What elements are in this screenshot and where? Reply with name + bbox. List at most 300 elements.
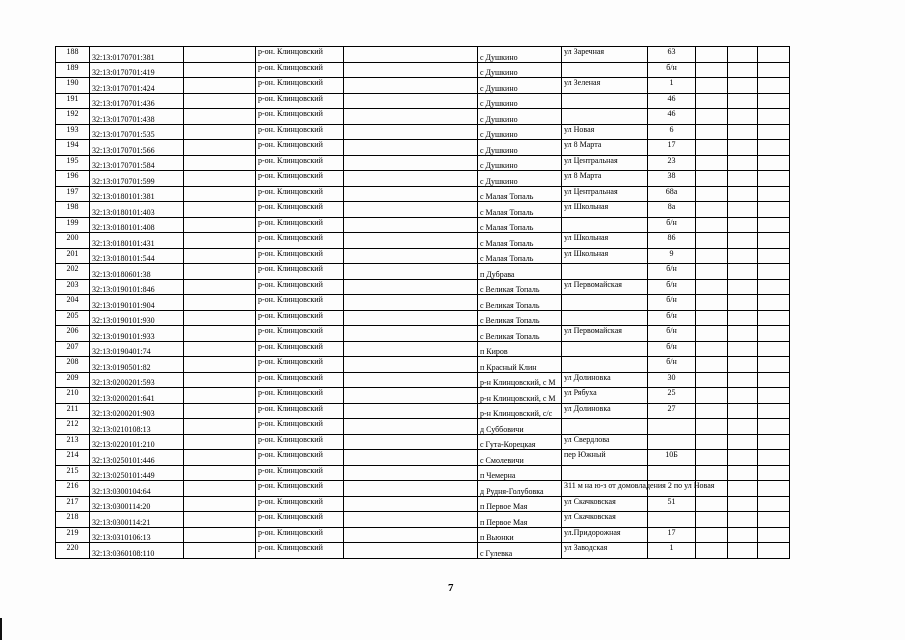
empty-cell: [728, 341, 758, 357]
row-number-cell: 217: [56, 496, 90, 512]
empty-cell: [344, 496, 478, 512]
locality-cell: с Малая Топаль: [478, 233, 562, 249]
locality-cell: с Смолевичи: [478, 450, 562, 466]
table-row: [56, 47, 790, 63]
empty-cell: [184, 326, 256, 342]
locality-cell: с Душкино: [478, 155, 562, 171]
empty-cell: [728, 140, 758, 156]
empty-cell: [758, 388, 790, 404]
empty-cell: [728, 62, 758, 78]
district-cell: р-он. Клинцовский: [256, 496, 344, 512]
locality-cell: р-н Клинцовский, с/с: [478, 403, 562, 419]
row-number-cell: 214: [56, 450, 90, 466]
empty-cell: [758, 434, 790, 450]
empty-cell: [758, 450, 790, 466]
empty-cell: [696, 450, 728, 466]
row-number-cell: 202: [56, 264, 90, 280]
locality-cell: с Душкино: [478, 109, 562, 125]
locality-cell: п Киров: [478, 341, 562, 357]
street-cell: пер Южный: [562, 450, 648, 466]
empty-cell: [758, 124, 790, 140]
district-cell: р-он. Клинцовский: [256, 512, 344, 528]
empty-cell: [184, 264, 256, 280]
district-cell: р-он. Клинцовский: [256, 62, 344, 78]
empty-cell: [696, 512, 728, 528]
street-cell: [562, 295, 648, 311]
row-number-cell: 197: [56, 186, 90, 202]
locality-cell: с Малая Топаль: [478, 217, 562, 233]
empty-cell: [758, 512, 790, 528]
empty-cell: [758, 341, 790, 357]
locality-cell: с Малая Топаль: [478, 202, 562, 218]
street-cell: ул Новая: [562, 124, 648, 140]
empty-cell: [344, 202, 478, 218]
empty-cell: [728, 78, 758, 94]
street-cell: [562, 357, 648, 373]
empty-cell: [758, 78, 790, 94]
empty-cell: [696, 388, 728, 404]
cadastral-number-cell: 32:13:0170701:535: [90, 124, 184, 140]
empty-cell: [728, 264, 758, 280]
empty-cell: [728, 171, 758, 187]
empty-cell: [344, 47, 478, 63]
empty-cell: [184, 109, 256, 125]
empty-cell: [696, 93, 728, 109]
empty-cell: [184, 465, 256, 481]
empty-cell: [184, 233, 256, 249]
district-cell: р-он. Клинцовский: [256, 310, 344, 326]
empty-cell: [728, 93, 758, 109]
empty-cell: [728, 403, 758, 419]
empty-cell: [344, 295, 478, 311]
empty-cell: [184, 140, 256, 156]
house-number-cell: 1: [648, 543, 696, 559]
cadastral-number-cell: 32:13:0190401:74: [90, 341, 184, 357]
empty-cell: [728, 357, 758, 373]
table-row: [56, 186, 790, 202]
empty-cell: [344, 171, 478, 187]
row-number-cell: 198: [56, 202, 90, 218]
empty-cell: [696, 496, 728, 512]
cadastral-number-cell: 32:13:0180101:381: [90, 186, 184, 202]
cadastral-number-cell: 32:13:0180101:403: [90, 202, 184, 218]
empty-cell: [184, 93, 256, 109]
locality-cell: с Великая Топаль: [478, 310, 562, 326]
street-cell: ул Заречная: [562, 47, 648, 63]
district-cell: р-он. Клинцовский: [256, 155, 344, 171]
empty-cell: [696, 527, 728, 543]
table-row: [56, 543, 790, 559]
empty-cell: [696, 341, 728, 357]
locality-cell: с Душкино: [478, 124, 562, 140]
street-cell: [562, 465, 648, 481]
district-cell: р-он. Клинцовский: [256, 434, 344, 450]
locality-cell: с Гулевка: [478, 543, 562, 559]
empty-cell: [184, 78, 256, 94]
street-cell: ул Первомайская: [562, 326, 648, 342]
table-row: [56, 481, 790, 497]
table-row: [56, 450, 790, 466]
locality-cell: с Великая Топаль: [478, 326, 562, 342]
empty-cell: [344, 124, 478, 140]
cadastral-number-cell: 32:13:0300114:20: [90, 496, 184, 512]
locality-cell: с Душкино: [478, 62, 562, 78]
empty-cell: [344, 481, 478, 497]
empty-cell: [344, 248, 478, 264]
row-number-cell: 196: [56, 171, 90, 187]
address-landmark-text: 311 м на ю-з от домовладения 2 по ул Новая: [564, 481, 715, 490]
table-row: [56, 357, 790, 373]
street-cell: ул Долиновка: [562, 372, 648, 388]
table-row: [56, 279, 790, 295]
empty-cell: [728, 527, 758, 543]
district-cell: р-он. Клинцовский: [256, 264, 344, 280]
empty-cell: [184, 186, 256, 202]
cadastral-number-cell: 32:13:0220101:210: [90, 434, 184, 450]
empty-cell: [758, 465, 790, 481]
cadastral-number-cell: 32:13:0170701:381: [90, 47, 184, 63]
row-number-cell: 209: [56, 372, 90, 388]
house-number-cell: 38: [648, 171, 696, 187]
row-number-cell: 207: [56, 341, 90, 357]
street-cell: ул.Придорожная: [562, 527, 648, 543]
cadastral-number-cell: 32:13:0360108:110: [90, 543, 184, 559]
cadastral-number-cell: 32:13:0250101:449: [90, 465, 184, 481]
locality-cell: с Душкино: [478, 47, 562, 63]
empty-cell: [344, 527, 478, 543]
empty-cell: [344, 62, 478, 78]
empty-cell: [758, 326, 790, 342]
empty-cell: [758, 264, 790, 280]
street-cell: ул Свердлова: [562, 434, 648, 450]
empty-cell: [758, 403, 790, 419]
empty-cell: [344, 155, 478, 171]
empty-cell: [184, 543, 256, 559]
locality-cell: с Великая Топаль: [478, 279, 562, 295]
table-row: [56, 62, 790, 78]
empty-cell: [184, 496, 256, 512]
empty-cell: [184, 372, 256, 388]
street-cell: ул Школьная: [562, 233, 648, 249]
table-row: [56, 388, 790, 404]
empty-cell: [728, 124, 758, 140]
district-cell: р-он. Клинцовский: [256, 140, 344, 156]
empty-cell: [758, 202, 790, 218]
locality-text: д Рудня-Голубовка: [480, 486, 544, 496]
table-row: [56, 326, 790, 342]
empty-cell: [344, 419, 478, 435]
locality-cell: с Великая Топаль: [478, 295, 562, 311]
empty-cell: [696, 372, 728, 388]
district-cell: р-он. Клинцовский: [256, 78, 344, 94]
empty-cell: [184, 295, 256, 311]
cadastral-number-cell: 32:13:0170701:566: [90, 140, 184, 156]
empty-cell: [758, 481, 790, 497]
house-number-cell: б/н: [648, 62, 696, 78]
street-cell: ул 8 Марта: [562, 171, 648, 187]
empty-cell: [728, 326, 758, 342]
row-number-cell: 220: [56, 543, 90, 559]
row-number-cell: 210: [56, 388, 90, 404]
empty-cell: [696, 47, 728, 63]
district-cell: р-он. Клинцовский: [256, 481, 344, 497]
empty-cell: [696, 264, 728, 280]
empty-cell: [696, 140, 728, 156]
table-row: [56, 341, 790, 357]
empty-cell: [728, 512, 758, 528]
district-cell: р-он. Клинцовский: [256, 527, 344, 543]
empty-cell: [344, 341, 478, 357]
empty-cell: [696, 109, 728, 125]
street-cell: ул 8 Марта: [562, 140, 648, 156]
cadastral-number-cell: 32:13:0190101:846: [90, 279, 184, 295]
street-cell: [562, 310, 648, 326]
empty-cell: [184, 217, 256, 233]
table-row: [56, 496, 790, 512]
scan-edge-mark: [0, 618, 2, 640]
table-row: [56, 419, 790, 435]
empty-cell: [758, 186, 790, 202]
empty-cell: [728, 155, 758, 171]
district-cell: р-он. Клинцовский: [256, 233, 344, 249]
row-number-cell: 211: [56, 403, 90, 419]
house-number-cell: б/н: [648, 326, 696, 342]
street-cell: [562, 481, 715, 497]
row-number-cell: 218: [56, 512, 90, 528]
empty-cell: [758, 109, 790, 125]
table-row: [56, 403, 790, 419]
empty-cell: [696, 326, 728, 342]
house-number-cell: [648, 419, 696, 435]
district-cell: р-он. Клинцовский: [256, 279, 344, 295]
house-number-cell: 86: [648, 233, 696, 249]
district-cell: р-он. Клинцовский: [256, 372, 344, 388]
row-number-cell: 194: [56, 140, 90, 156]
house-number-cell: 8а: [648, 202, 696, 218]
page-number: 7: [448, 582, 454, 594]
cadastral-number-cell: 32:13:0190501:82: [90, 357, 184, 373]
empty-cell: [728, 372, 758, 388]
locality-cell: с Малая Топаль: [478, 186, 562, 202]
locality-cell: [478, 481, 562, 497]
table-row: [56, 527, 790, 543]
empty-cell: [728, 202, 758, 218]
empty-cell: [758, 47, 790, 63]
empty-cell: [696, 543, 728, 559]
empty-cell: [728, 310, 758, 326]
empty-cell: [728, 434, 758, 450]
table-row: [56, 171, 790, 187]
locality-cell: п Чемерна: [478, 465, 562, 481]
street-cell: ул Школьная: [562, 202, 648, 218]
cadastral-number-cell: 32:13:0310106:13: [90, 527, 184, 543]
cadastral-number-cell: 32:13:0200201:641: [90, 388, 184, 404]
locality-cell: с Душкино: [478, 93, 562, 109]
empty-cell: [184, 62, 256, 78]
table-row: [56, 372, 790, 388]
table-row: [56, 202, 790, 218]
empty-cell: [758, 496, 790, 512]
district-cell: р-он. Клинцовский: [256, 248, 344, 264]
house-number-cell: б/н: [648, 341, 696, 357]
row-number-cell: 200: [56, 233, 90, 249]
empty-cell: [728, 47, 758, 63]
empty-cell: [728, 279, 758, 295]
row-number-cell: 189: [56, 62, 90, 78]
row-number-cell: 208: [56, 357, 90, 373]
empty-cell: [696, 403, 728, 419]
street-cell: [562, 93, 648, 109]
empty-cell: [184, 403, 256, 419]
empty-cell: [728, 295, 758, 311]
table-row: [56, 109, 790, 125]
empty-cell: [728, 248, 758, 264]
cadastral-number-cell: 32:13:0200201:903: [90, 403, 184, 419]
house-number-cell: б/н: [648, 264, 696, 280]
empty-cell: [184, 47, 256, 63]
empty-cell: [728, 109, 758, 125]
street-cell: [562, 217, 648, 233]
empty-cell: [184, 279, 256, 295]
district-cell: р-он. Клинцовский: [256, 357, 344, 373]
locality-cell: с Душкино: [478, 171, 562, 187]
empty-cell: [184, 527, 256, 543]
street-cell: ул Зеленая: [562, 78, 648, 94]
row-number-cell: 212: [56, 419, 90, 435]
cadastral-number-cell: 32:13:0190101:904: [90, 295, 184, 311]
empty-cell: [696, 465, 728, 481]
empty-cell: [758, 295, 790, 311]
empty-cell: [758, 155, 790, 171]
registry-rows: [56, 47, 790, 559]
empty-cell: [758, 357, 790, 373]
empty-cell: [696, 78, 728, 94]
row-number-cell: 203: [56, 279, 90, 295]
cadastral-number-cell: 32:13:0210108:13: [90, 419, 184, 435]
house-number-cell: б/н: [648, 295, 696, 311]
street-cell: [562, 62, 648, 78]
empty-cell: [728, 388, 758, 404]
empty-cell: [344, 450, 478, 466]
table-row: [56, 155, 790, 171]
empty-cell: [344, 512, 478, 528]
empty-cell: [728, 186, 758, 202]
district-cell: р-он. Клинцовский: [256, 450, 344, 466]
empty-cell: [728, 496, 758, 512]
empty-cell: [758, 310, 790, 326]
table-row: [56, 93, 790, 109]
street-cell: ул Центральная: [562, 155, 648, 171]
house-number-cell: 10Б: [648, 450, 696, 466]
row-number-cell: 193: [56, 124, 90, 140]
empty-cell: [344, 233, 478, 249]
house-number-cell: [648, 434, 696, 450]
cadastral-number-cell: 32:13:0190101:930: [90, 310, 184, 326]
empty-cell: [696, 155, 728, 171]
empty-cell: [696, 62, 728, 78]
empty-cell: [344, 93, 478, 109]
table-row: [56, 512, 790, 528]
table-row: [56, 434, 790, 450]
empty-cell: [696, 248, 728, 264]
empty-cell: [344, 543, 478, 559]
district-cell: р-он. Клинцовский: [256, 186, 344, 202]
house-number-cell: [648, 465, 696, 481]
empty-cell: [184, 512, 256, 528]
street-cell: ул Центральная: [562, 186, 648, 202]
empty-cell: [696, 434, 728, 450]
empty-cell: [344, 357, 478, 373]
house-number-cell: б/н: [648, 279, 696, 295]
row-number-cell: 195: [56, 155, 90, 171]
street-cell: [562, 419, 648, 435]
cadastral-number-cell: 32:13:0300114:21: [90, 512, 184, 528]
street-cell: ул Скачковская: [562, 496, 648, 512]
table-row: [56, 78, 790, 94]
locality-cell: п Дубрава: [478, 264, 562, 280]
empty-cell: [184, 310, 256, 326]
district-cell: р-он. Клинцовский: [256, 124, 344, 140]
house-number-cell: б/н: [648, 217, 696, 233]
empty-cell: [184, 357, 256, 373]
locality-cell: п Красный Клин: [478, 357, 562, 373]
table-row: [56, 310, 790, 326]
cadastral-number-cell: 32:13:0250101:446: [90, 450, 184, 466]
street-cell: [562, 341, 648, 357]
house-number-cell: 9: [648, 248, 696, 264]
street-cell: ул Долиновка: [562, 403, 648, 419]
house-number-cell: 27: [648, 403, 696, 419]
street-cell: [562, 109, 648, 125]
row-number-cell: 204: [56, 295, 90, 311]
district-cell: р-он. Клинцовский: [256, 543, 344, 559]
empty-cell: [344, 217, 478, 233]
empty-cell: [696, 310, 728, 326]
house-number-cell: [648, 481, 696, 497]
house-number-cell: 25: [648, 388, 696, 404]
cadastral-number-cell: 32:13:0170701:599: [90, 171, 184, 187]
row-number-cell: 205: [56, 310, 90, 326]
empty-cell: [184, 202, 256, 218]
cadastral-number-cell: 32:13:0170701:419: [90, 62, 184, 78]
empty-cell: [184, 434, 256, 450]
street-cell: [562, 264, 648, 280]
cadastral-number-cell: 32:13:0300104:64: [90, 481, 184, 497]
empty-cell: [758, 279, 790, 295]
house-number-cell: 30: [648, 372, 696, 388]
locality-cell: р-н Клинцовский, с М: [478, 372, 562, 388]
empty-cell: [696, 481, 728, 497]
empty-cell: [184, 450, 256, 466]
table-row: [56, 233, 790, 249]
house-number-cell: 68а: [648, 186, 696, 202]
empty-cell: [184, 171, 256, 187]
table-row: [56, 465, 790, 481]
empty-cell: [344, 434, 478, 450]
house-number-cell: 46: [648, 93, 696, 109]
row-number-cell: 188: [56, 47, 90, 63]
row-number-cell: 190: [56, 78, 90, 94]
locality-cell: п Первое Мая: [478, 512, 562, 528]
empty-cell: [344, 388, 478, 404]
empty-cell: [728, 481, 758, 497]
empty-cell: [758, 248, 790, 264]
registry-table: [55, 46, 790, 559]
cadastral-number-cell: 32:13:0170701:424: [90, 78, 184, 94]
table-row: [56, 295, 790, 311]
empty-cell: [696, 186, 728, 202]
street-cell: ул Первомайская: [562, 279, 648, 295]
